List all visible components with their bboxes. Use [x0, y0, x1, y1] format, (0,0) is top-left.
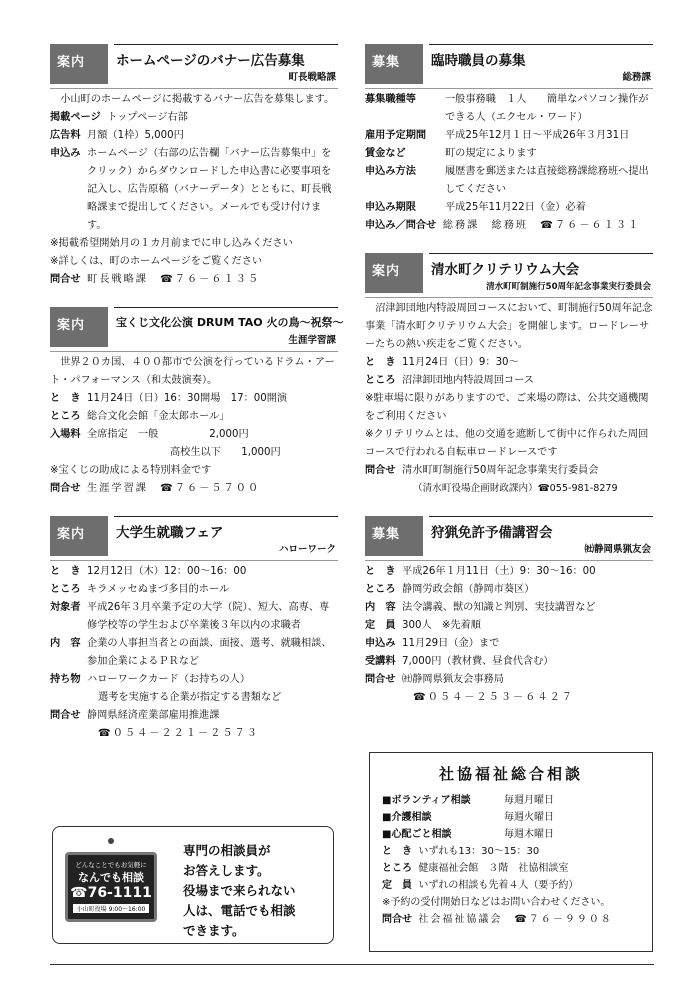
info-row: ところ 総合文化会館「金太郎ホール」: [50, 411, 230, 422]
section-dept: 生涯学習課: [288, 335, 336, 346]
section-intro: 世界２０カ国、４００都市で公演を行っているドラム・アート・パフォーマンス（和太鼓演奏）。: [50, 357, 335, 386]
note: ※クリテリウムとは、他の交通を遮断して街中に作られた周回コースで行われる自転車ロードレースです: [365, 429, 649, 458]
info-row: 広告料 月額（1枠）5,000円: [50, 130, 184, 141]
info-row: 内 容 企業の人事担当者との面談、面接、選考、就職相談、参加企業によるＰＲなど: [50, 638, 332, 667]
section-tag: 案内: [365, 253, 423, 293]
job-fair-section: [50, 516, 338, 743]
note: ※予約の受付開始日などはお問い合わせください。: [382, 897, 611, 908]
section-dept: ㈳静岡県猟友会: [584, 544, 651, 555]
criterium-section: [365, 253, 653, 498]
contact-row: 問合せ 静岡県経済産業部雇用推進課: [50, 710, 220, 721]
note: ※駐車場に限りがありますので、ご来場の際は、公共交通機関をご利用ください: [365, 393, 649, 422]
schedule-row: ■ボランティア相談 毎週月曜日: [382, 795, 554, 806]
schedule-row: ■介護相談 毎週火曜日: [382, 812, 554, 823]
contact-row: 問合せ 町長戦略課 ☎７６－６１３５: [50, 274, 261, 285]
info-row: 掲載ページ トップページ右部: [50, 112, 188, 123]
info-row: ところ 沼津卸団地内特設周回コース: [365, 375, 534, 386]
info-row: と き いずれも13：30～15：30: [382, 846, 540, 857]
info-row: ところ 健康福祉会館 ３階 社協相談室: [382, 863, 569, 874]
section-dept: 町長戦略課: [288, 72, 336, 83]
contact-tel: （清水町役場企画財政課内）☎055-981-8279: [413, 483, 618, 494]
info-row: 持ち物 ハローワークカード（お持ちの人）: [50, 674, 251, 685]
info-row: 雇用予定期間 平成25年12月１日～平成26年３月31日: [365, 130, 630, 141]
info-row: と き 11月24日（日）16：30開場 17：00開演: [50, 393, 288, 404]
section-title: 宝くじ文化公演 DRUM TAO 火の鳥～祝祭～: [116, 316, 344, 329]
note: ※掲載希望開始月の１カ月前までに申し込みください: [50, 238, 293, 249]
info-row: と き 12月12日（木）12：00～16：00: [50, 566, 247, 577]
contact-tel: ☎０５４－２５３－６４２７: [413, 692, 574, 703]
section-dept: 総務課: [622, 72, 651, 83]
banner-ad-section: [50, 44, 338, 289]
signboard-icon: どんなことでもお気軽に なんでも相談 ☎76-1111 小山町役場 9:00～16:00: [65, 852, 157, 922]
info-continued: 選考を実施する企業が指定する書類など: [98, 692, 282, 703]
section-title: ホームページのバナー広告募集: [116, 53, 305, 69]
section-dept: ハローワーク: [278, 544, 336, 555]
contact-row: 問合せ 清水町町制施行50周年記念事業実行委員会: [365, 465, 599, 476]
phone-consultation-box: [52, 826, 334, 944]
section-tag: 募集: [365, 44, 423, 84]
info-row: 申込み 11月29日（金）まで: [365, 638, 500, 649]
note: ※詳しくは、町のホームページをご覧ください: [50, 256, 263, 267]
section-intro: 沼津卸団地内特設周回コースにおいて、町制施行50周年記念事業「清水町クリテリウム大会」を開催します。ロードレーサーたちの熱い疾走をご覧ください。: [365, 303, 653, 350]
section-tag: 案内: [50, 307, 108, 347]
drum-tao-section: [50, 307, 344, 498]
contact-tel: ☎０５４－２２１－２５７３: [98, 728, 259, 739]
schedule-row: ■心配ごと相談 毎週木曜日: [382, 829, 554, 840]
consultation-text: 専門の相談員が お答えします。 役場まで来られない 人は、電話でも相談 できます。: [183, 843, 296, 938]
info-row: 内 容 法令講義、獣の知識と判別、実技講習など: [365, 602, 596, 613]
contact-row: 問合せ 社会福祉協議会 ☎７６－９９０８: [382, 914, 613, 925]
info-row: 入場料 全席指定 一般 2,000円: [50, 429, 249, 440]
info-row: 募集職種等 一般事務職 １人 簡単なパソコン操作ができる人（エクセル・ワード）: [365, 94, 649, 123]
contact-row: 問合せ ㈳静岡県猟友会事務局: [365, 674, 504, 685]
info-row: 定 員 いずれの相談も先着４人（要予約）: [382, 880, 579, 891]
section-tag: 案内: [50, 44, 108, 84]
contact-row: 申込み／問合せ 総務課 総務班 ☎７６－６１３１: [365, 220, 641, 231]
info-row: と き 平成26年１月11日（土）9：30～16：00: [365, 566, 596, 577]
hunting-license-section: [365, 516, 653, 707]
info-row: 受講料 7,000円（教材費、昼食代含む）: [365, 656, 554, 667]
info-row: 申込み期限 平成25年11月22日（金）必着: [365, 202, 586, 213]
info-row: ところ 静岡労政会館（静岡市葵区）: [365, 584, 535, 595]
welfare-consultation-box: [369, 752, 653, 952]
section-title: 狩猟免許予備講習会: [431, 525, 553, 541]
info-row: 申込み方法 履歴書を郵送または直接総務課総務班へ提出してください: [365, 166, 649, 195]
section-title: 臨時職員の募集: [431, 53, 526, 69]
info-row: 定 員 300人 ※先着順: [365, 620, 481, 631]
contact-row: 問合せ 生涯学習課 ☎７６－５７００: [50, 483, 261, 494]
pin-icon: [108, 838, 114, 844]
section-title: 清水町クリテリウム大会: [431, 262, 580, 278]
section-intro: 小山町のホームページに掲載するバナー広告を募集します。: [60, 94, 335, 105]
info-row: 申込み ホームページ（右部の広告欄「バナー広告募集中」をクリック）からダウンロードした申込書に必要事項を記入し、広告原稿（バナーデータ）とともに、町長戦略課まで提出してください。メールでも受け付けます。: [50, 148, 332, 231]
section-tag: 募集: [365, 516, 423, 556]
price-row: 高校生以下 1,000円: [170, 447, 281, 458]
page-bottom-rule: [50, 964, 654, 965]
info-row: ところ キラメッセぬまづ多目的ホール: [50, 584, 230, 595]
info-row: 賃金など 町の規定によります: [365, 148, 537, 159]
temp-staff-section: [365, 44, 653, 235]
note: ※宝くじの助成による特別料金です: [50, 465, 212, 476]
info-row: 対象者 平成26年３月卒業予定の大学（院）、短大、高専、専修学校等の学生および卒業後３年以内の求職者: [50, 602, 330, 631]
box-title: 社協福祉総合相談: [438, 765, 583, 783]
section-tag: 案内: [50, 516, 108, 556]
section-title: 大学生就職フェア: [116, 525, 224, 541]
info-row: と き 11月24日（日）9：30～: [365, 357, 519, 368]
section-dept: 清水町町制施行50周年記念事業実行委員会: [486, 282, 651, 292]
